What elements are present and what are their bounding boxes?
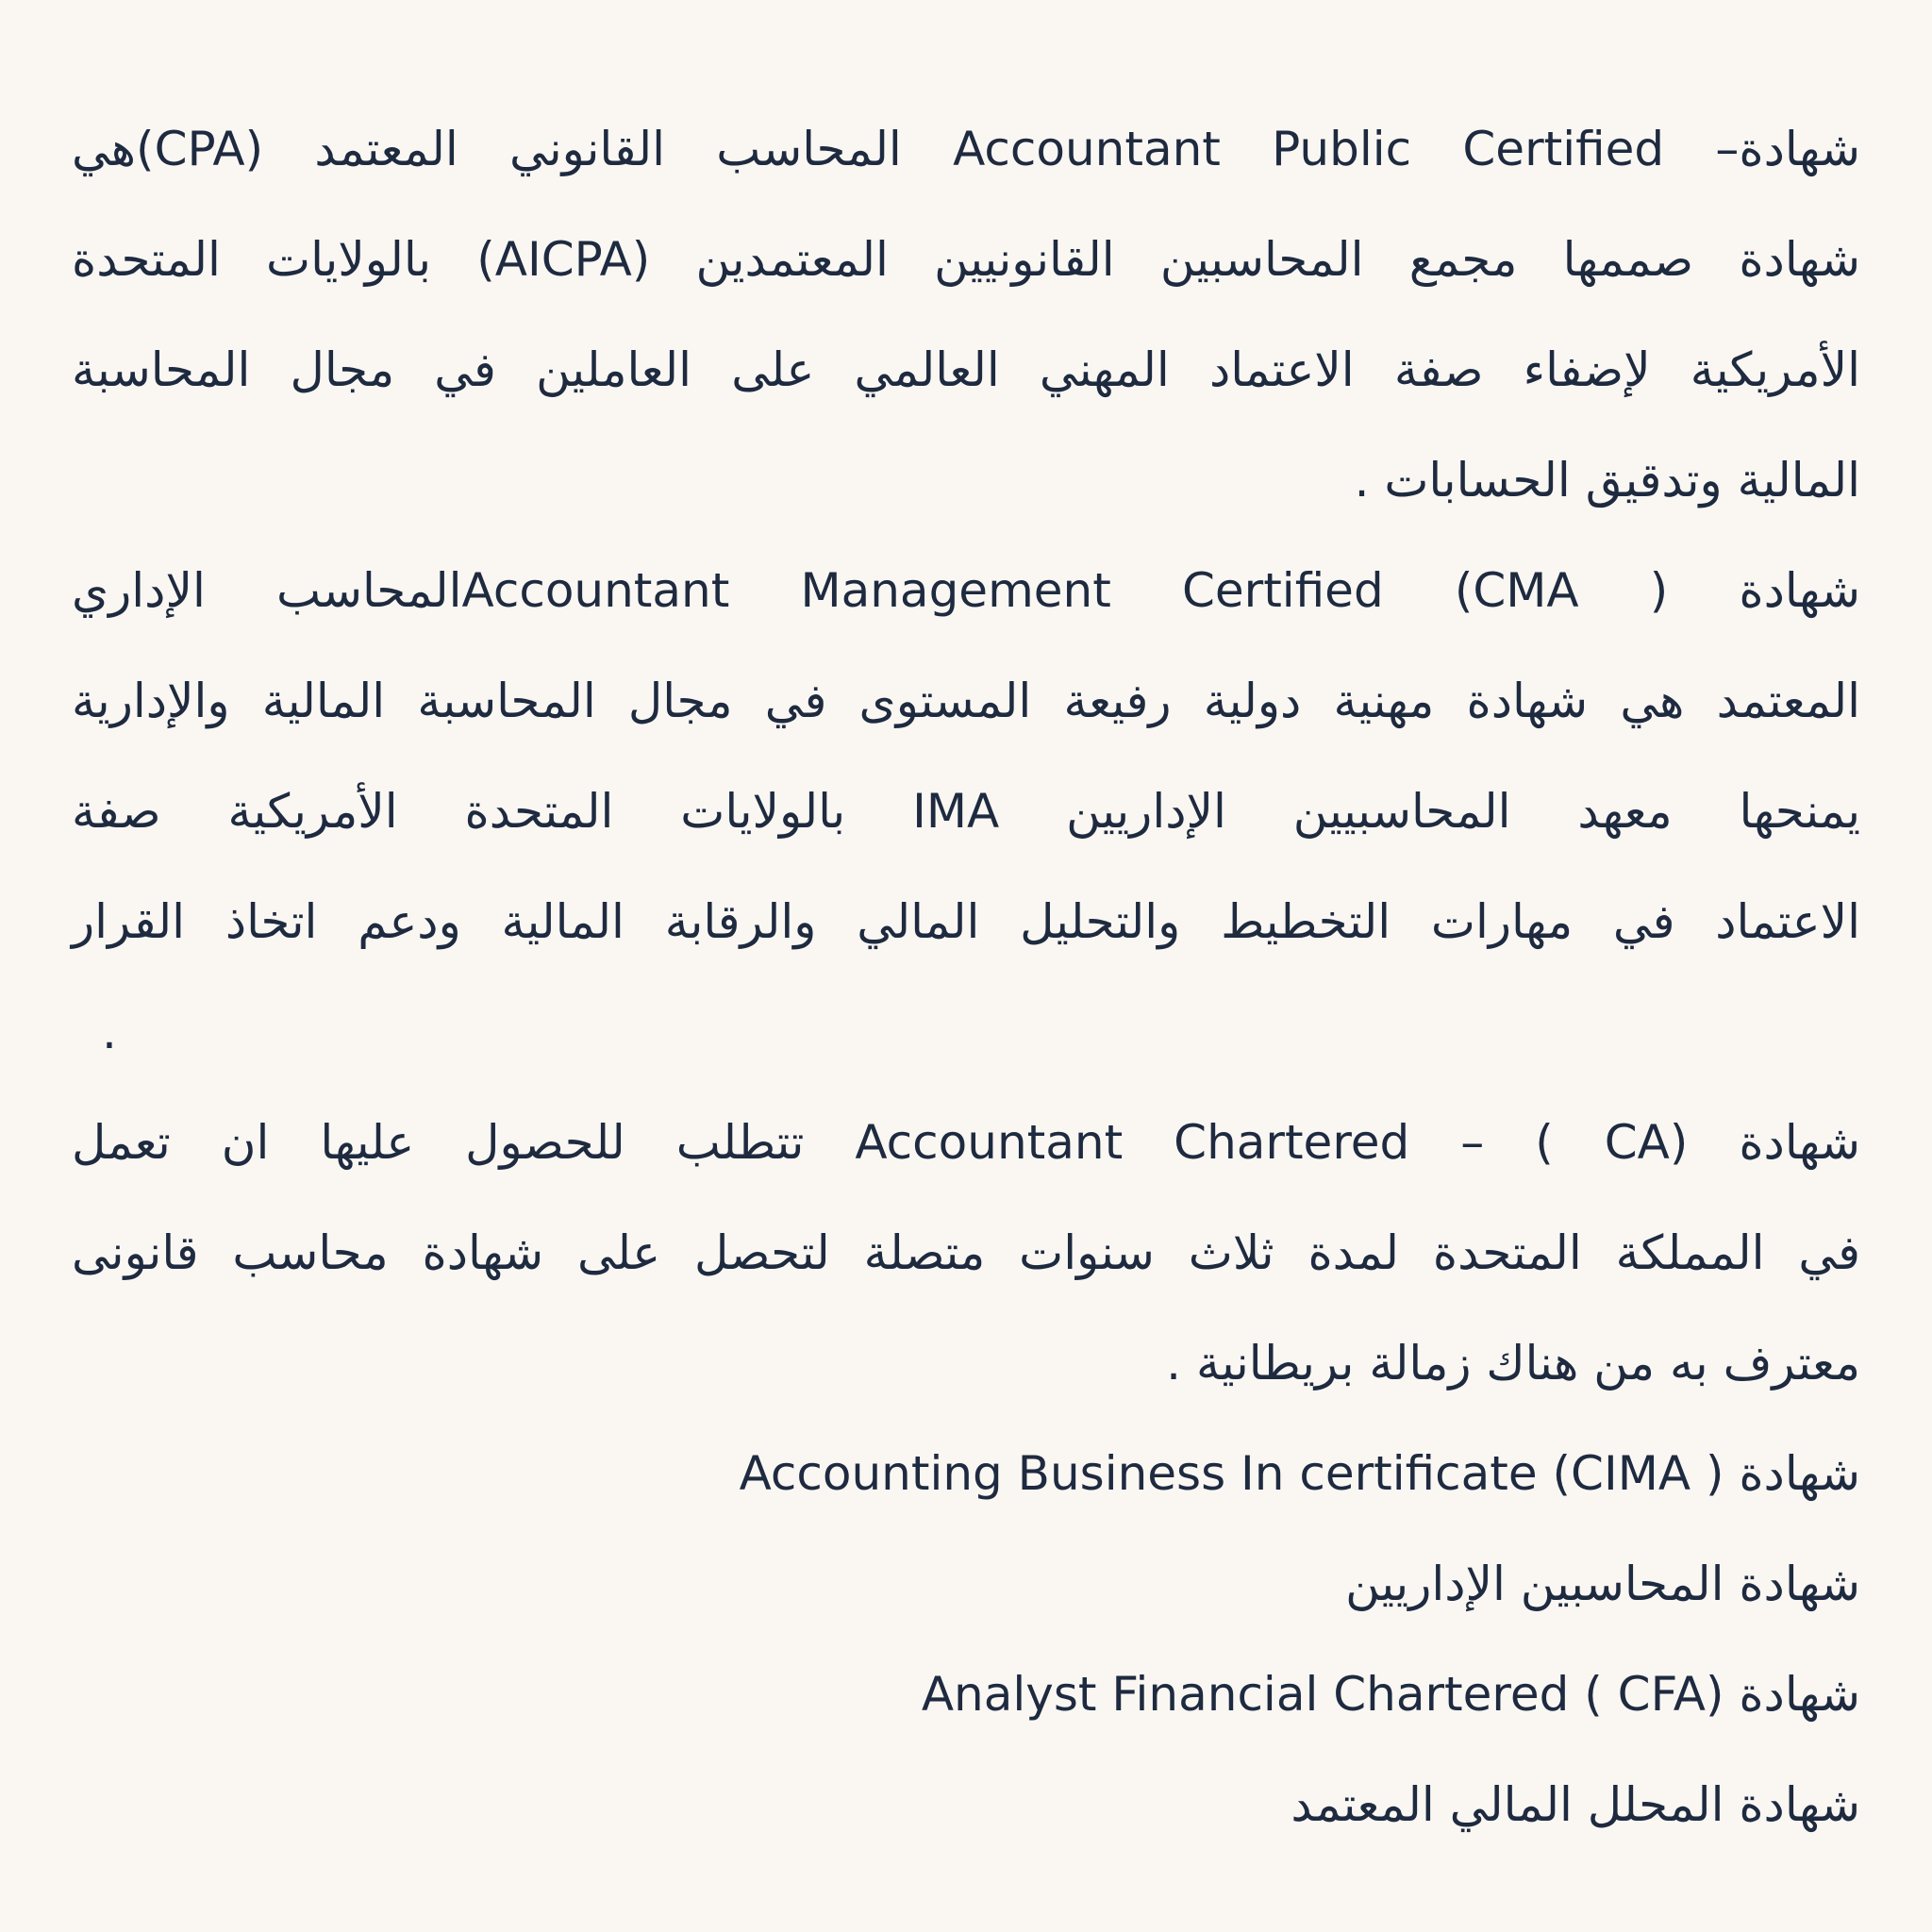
ca-paragraph-line-1: شهادة Accountant Chartered – ( CA) تتطلب للحصول عليها ان تعمل [72, 1115, 1860, 1170]
cpa-paragraph-line-1: شهادة– Accountant Public Certified المحاسب القانوني المعتمد (CPA)هي [72, 122, 1861, 176]
cfa-heading: شهادة Analyst Financial Chartered ( CFA) [921, 1667, 1860, 1722]
cpa-paragraph-line-2: شهادة صممها مجمع المحاسبين القانونيين المعتمدين (AICPA) بالولايات المتحدة [72, 232, 1860, 287]
cfa-arabic-name: شهادة المحلل المالي المعتمد [1291, 1777, 1860, 1832]
cma-paragraph-line-2: المعتمد هي شهادة مهنية دولية رفيعة المستوى في مجال المحاسبة المالية والإدارية [72, 674, 1860, 728]
cma-paragraph-line-3: يمنحها معهد المحاسبيين الإداريين IMA بالولايات المتحدة الأمريكية صفة [72, 784, 1860, 839]
ca-paragraph-line-3: معترف به من هناك زمالة بريطانية . [1166, 1336, 1860, 1391]
cima-arabic-name: شهادة المحاسبين الإداريين [1345, 1557, 1860, 1611]
cpa-paragraph-line-3: الأمريكية لإضفاء صفة الاعتماد المهني العالمي على العاملين في مجال المحاسبة [72, 342, 1860, 397]
cima-heading: شهادة ( Accounting Business In certificate (CIMA [739, 1446, 1860, 1501]
ca-paragraph-line-2: في المملكة المتحدة لمدة ثلاث سنوات متصلة لتحصل على شهادة محاسب قانونى [72, 1225, 1860, 1280]
cma-paragraph-line-1: شهادة Accountant Management Certified (CMA )المحاسب الإداري [72, 563, 1861, 618]
cma-paragraph-line-4: الاعتماد في مهارات التخطيط والتحليل المالي والرقابة المالية ودعم اتخاذ القرار [72, 894, 1860, 949]
cpa-paragraph-line-4: المالية وتدقيق الحسابات . [1354, 453, 1860, 508]
cma-paragraph-end-dot: . [102, 1005, 117, 1059]
